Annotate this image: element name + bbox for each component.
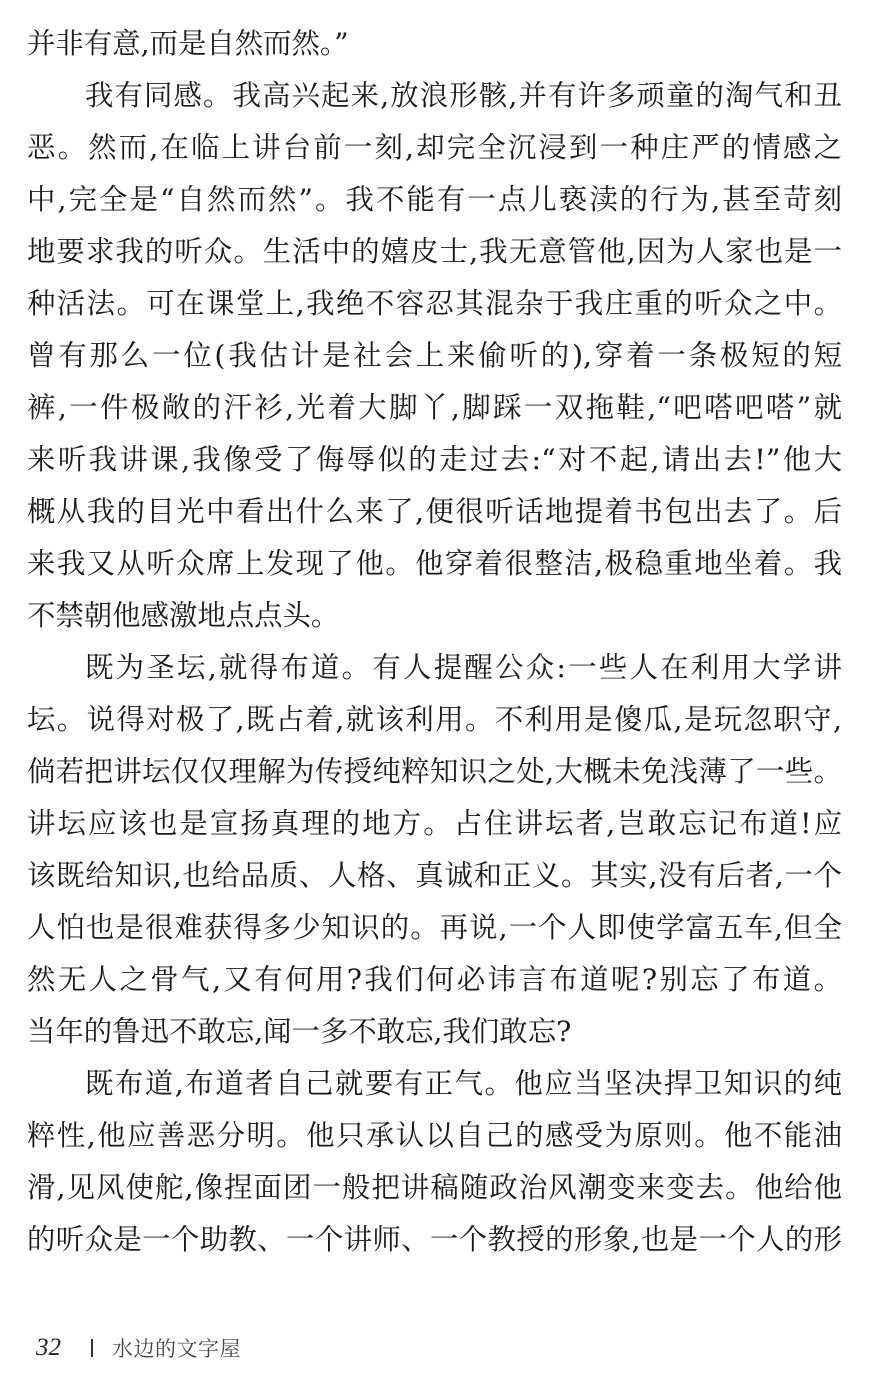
text-line: 概从我的目光中看出什么来了,便很听话地提着书包出去了。后 xyxy=(27,495,842,528)
paragraph-end-line: 当年的鲁迅不敢忘,闻一多不敢忘,我们敢忘? xyxy=(27,1015,572,1048)
text-line: 该既给知识,也给品质、人格、真诚和正义。其实,没有后者,一个 xyxy=(27,859,842,892)
text-line: 人怕也是很难获得多少知识的。再说,一个人即使学富五车,但全 xyxy=(27,911,842,944)
text-line: 倘若把讲坛仅仅理解为传授纯粹知识之处,大概未免浅薄了一些。 xyxy=(27,755,842,788)
text-line: 中,完全是“自然而然”。我不能有一点儿亵渎的行为,甚至苛刻 xyxy=(27,183,842,216)
paragraph-start-line: 我有同感。我高兴起来,放浪形骸,并有许多顽童的淘气和丑 xyxy=(85,79,842,112)
page-number: 32 xyxy=(36,1334,61,1361)
footer-separator xyxy=(91,1339,93,1357)
page-body-text xyxy=(27,18,842,1266)
book-title: 水边的文字屋 xyxy=(112,1337,241,1361)
text-line: 并非有意,而是自然而然。” xyxy=(27,27,349,60)
text-line: 地要求我的听众。生活中的嬉皮士,我无意管他,因为人家也是一 xyxy=(27,235,842,268)
text-line: 滑,见风使舵,像捏面团一般把讲稿随政治风潮变来变去。他给他 xyxy=(27,1171,842,1204)
text-line: 来听我讲课,我像受了侮辱似的走过去:“对不起,请出去!”他大 xyxy=(27,443,842,476)
paragraph-end-line: 不禁朝他感激地点点头。 xyxy=(27,599,340,632)
text-line: 然无人之骨气,又有何用?我们何必讳言布道呢?别忘了布道。 xyxy=(27,963,842,996)
text-line: 粹性,他应善恶分明。他只承认以自己的感受为原则。他不能油 xyxy=(27,1119,842,1152)
text-line: 恶。然而,在临上讲台前一刻,却完全沉浸到一种庄严的情感之 xyxy=(27,131,842,164)
text-line: 来我又从听众席上发现了他。他穿着很整洁,极稳重地坐着。我 xyxy=(27,547,842,580)
page-footer xyxy=(36,1332,241,1364)
paragraph-start-line: 既布道,布道者自己就要有正气。他应当坚决捍卫知识的纯 xyxy=(85,1067,842,1100)
text-line: 坛。说得对极了,既占着,就该利用。不利用是傻瓜,是玩忽职守, xyxy=(27,703,842,736)
text-line: 讲坛应该也是宣扬真理的地方。占住讲坛者,岂敢忘记布道!应 xyxy=(27,807,842,840)
text-line: 种活法。可在课堂上,我绝不容忍其混杂于我庄重的听众之中。 xyxy=(27,287,842,320)
paragraph-start-line: 既为圣坛,就得布道。有人提醒公众:一些人在利用大学讲 xyxy=(85,651,842,684)
text-line: 曾有那么一位(我估计是社会上来偷听的),穿着一条极短的短 xyxy=(27,339,842,372)
text-line: 的听众是一个助教、一个讲师、一个教授的形象,也是一个人的形 xyxy=(27,1223,842,1256)
text-line: 裤,一件极敞的汗衫,光着大脚丫,脚踩一双拖鞋,“吧嗒吧嗒”就 xyxy=(27,391,842,424)
